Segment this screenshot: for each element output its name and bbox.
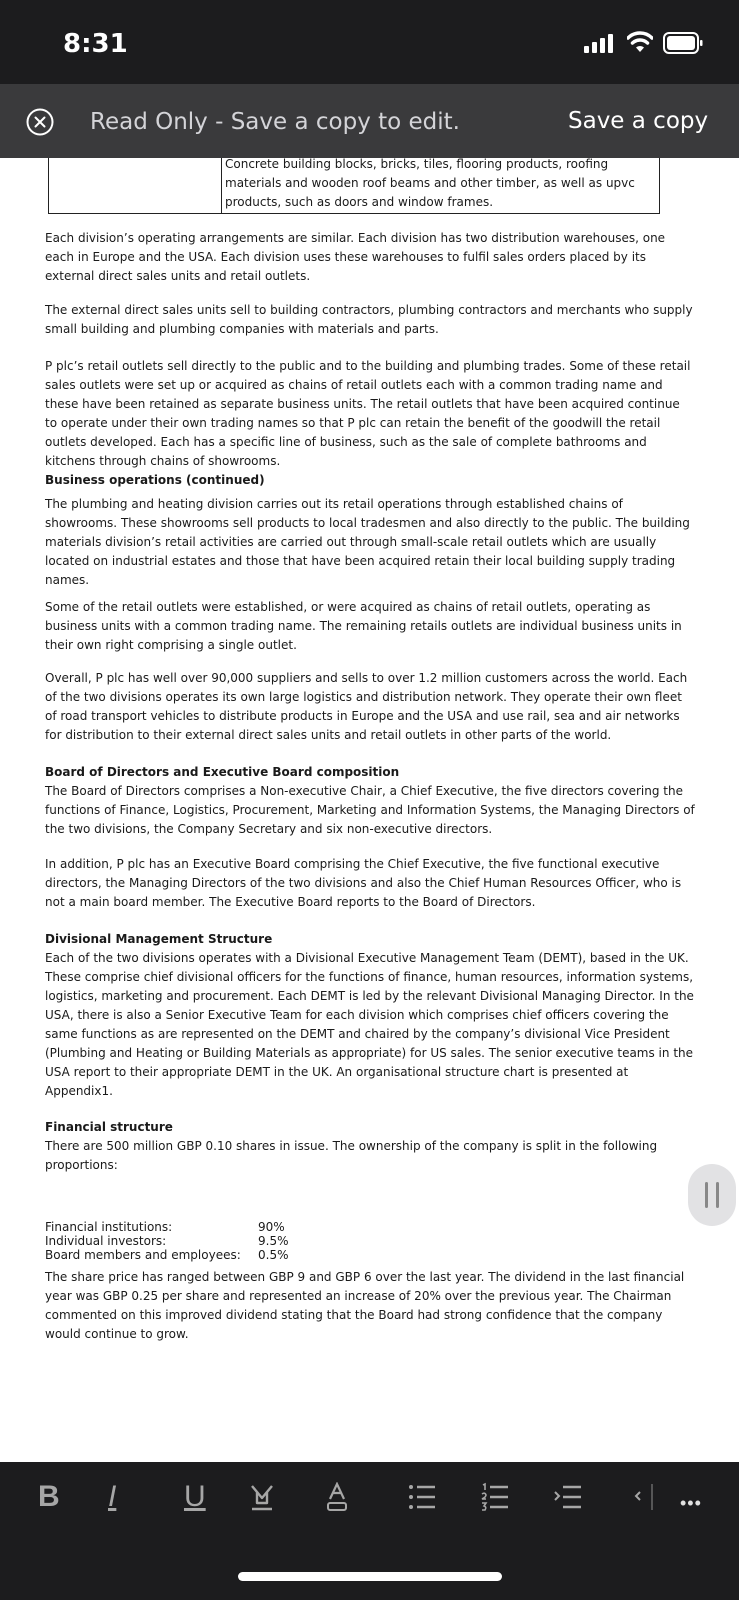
product-table <box>48 158 660 214</box>
paragraph: The external direct sales units sell to building contractors, plumbing contractors and merchants who supply small building and plumbing companies with materials and parts. <box>45 303 693 336</box>
paragraph: Each division’s operating arrangements are similar. Each division has two distribution warehouses, one each in Europe and the USA. Each division uses these warehouses to fulfil sales orders placed by its external direct sales units and retail outlets. <box>45 231 666 283</box>
outdent-icon[interactable] <box>632 1482 662 1512</box>
paragraph: The plumbing and heating division carries out its retail operations through established chains of showrooms. These showrooms sell products to local tradesmen and also directly to the public. The building materials division’s retail activities are carried out through small-scale retail outlets which are usually located on industrial estates and those that have been acquired retain their local building supply trading names. <box>45 497 690 587</box>
paragraph: Each of the two divisions operates with a Divisional Executive Management Team (DEMT), based in the UK. These comprise chief divisional officers for the functions of finance, human resources, information systems, logistics, marketing and procurement. Each DEMT is led by the relevant Divisional Managing Director. In the USA, there is also a Senior Executive Team for each division which comprises chief officers covering the same functions as are represented on the DEMT and chaired by the company’s divisional Vice President (Plumbing and Heating or Building Materials as appropriate) for US sales. The senior executive teams in the USA report to their appropriate DEMT in the UK. An organisational structure chart is presented at Appendix1. <box>45 951 694 1098</box>
read-only-bar <box>0 84 739 158</box>
scroll-handle[interactable] <box>688 1164 736 1226</box>
numbered-list-icon[interactable] <box>480 1482 510 1512</box>
paragraph: Overall, P plc has well over 90,000 suppliers and sells to over 1.2 million customers across the world. Each of the two divisions operates its own large logistics and distribution network. They operate their own fleet of road transport vehicles to distribute products in Europe and the USA and use rail, sea and air networks for distribution to their external direct sales units and retail outlets in other parts of the world. <box>45 671 688 742</box>
shareholder-label: Financial institutions: <box>45 1220 173 1234</box>
battery-icon <box>663 32 703 54</box>
paragraph: There are 500 million GBP 0.10 shares in issue. The ownership of the company is split in the following proportions: <box>45 1139 658 1172</box>
status-bar <box>0 0 739 84</box>
wifi-icon <box>627 30 653 54</box>
shareholder-value: 0.5% <box>258 1248 289 1262</box>
paragraph: In addition, P plc has an Executive Board comprising the Chief Executive, the five functional executive directors, the Managing Directors of the two divisions and also the Chief Human Resources Officer, who is not a main board member. The Executive Board reports to the Board of Directors. <box>45 857 682 909</box>
highlight-icon[interactable] <box>247 1482 277 1512</box>
indent-icon[interactable] <box>553 1482 583 1512</box>
font-color-icon[interactable] <box>322 1482 352 1512</box>
close-icon[interactable] <box>26 108 54 136</box>
status-time: 8:31 <box>63 29 128 59</box>
shareholder-label: Board members and employees: <box>45 1248 241 1262</box>
bullet-list-icon[interactable] <box>407 1482 437 1512</box>
paragraph: The Board of Directors comprises a Non-executive Chair, a Chief Executive, the five directors covering the functions of Finance, Logistics, Procurement, Marketing and Information Systems, the Managing Directors of the two divisions, the Company Secretary and six non-executive directors. <box>45 784 695 836</box>
paragraph: P plc’s retail outlets sell directly to the public and to the building and plumbing trades. Some of these retail sales outlets were set up or acquired as chains of retail outlets each with a common trading name and these have been retained as separate business units. The retail outlets that have been acquired continue to operate under their own trading names so that P plc can retain the benefit of the goodwill the retail outlets developed. Each has a specific line of business, such as the sale of complete bathrooms and kitchens through chains of showrooms. <box>45 359 691 468</box>
section-heading: Financial structure <box>45 1120 173 1134</box>
cellular-signal-icon <box>584 33 616 53</box>
paragraph: The share price has ranged between GBP 9 and GBP 6 over the last year. The dividend in the last financial year was GBP 0.25 per share and represented an increase of 20% over the previous year. The Chairman commented on this improved dividend stating that the Board had strong confidence that the company would continue to grow. <box>45 1270 685 1341</box>
shareholder-label: Individual investors: <box>45 1234 167 1248</box>
table-cell: Concrete building blocks, bricks, tiles, flooring products, roofing materials and wooden roof beams and other timber, as well as upvc products, such as doors and window frames. <box>225 158 635 209</box>
section-heading: Business operations (continued) <box>45 473 265 487</box>
table-divider <box>221 158 222 213</box>
underline-button[interactable]: U <box>184 1480 206 1513</box>
shareholder-value: 90% <box>258 1220 285 1234</box>
bold-button[interactable]: B <box>38 1480 60 1513</box>
save-a-copy-button[interactable]: Save a copy <box>568 108 709 134</box>
document-content[interactable] <box>0 158 739 1462</box>
more-options-icon[interactable]: ••• <box>680 1493 702 1513</box>
read-only-message: Read Only - Save a copy to edit. <box>90 109 460 135</box>
section-heading: Board of Directors and Executive Board composition <box>45 765 400 779</box>
paragraph: Some of the retail outlets were established, or were acquired as chains of retail outlets, operating as business units with a common trading name. The remaining retails outlets are individual business units in their own right comprising a single outlet. <box>45 600 682 652</box>
section-heading: Divisional Management Structure <box>45 932 273 946</box>
shareholder-value: 9.5% <box>258 1234 289 1248</box>
italic-button[interactable]: I <box>108 1480 117 1513</box>
home-indicator[interactable] <box>238 1572 502 1581</box>
